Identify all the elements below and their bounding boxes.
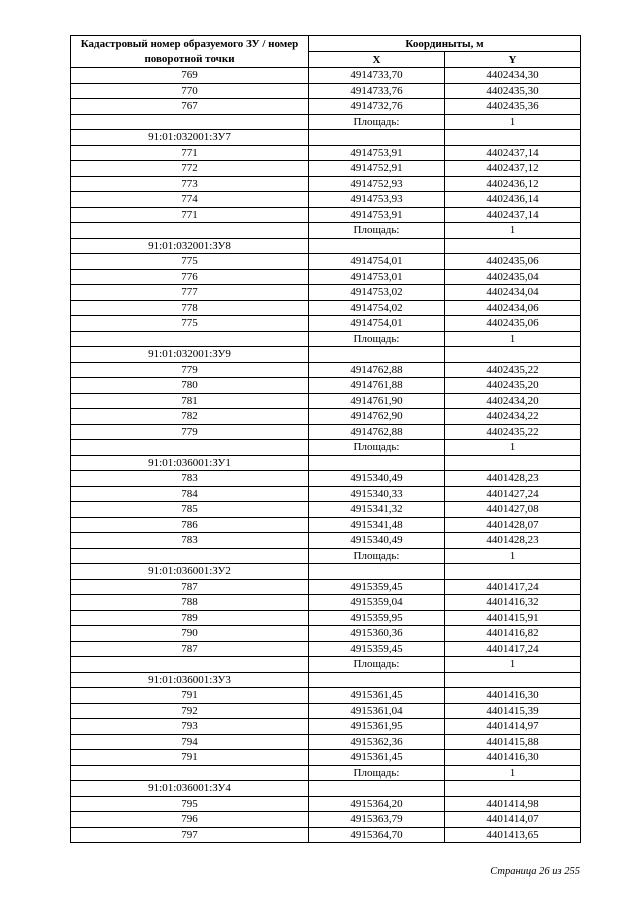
point-number: 796: [71, 812, 309, 828]
point-number: 774: [71, 192, 309, 208]
coord-x: 4915364,70: [309, 827, 445, 843]
coord-y: 4402435,04: [445, 269, 581, 285]
table-row: [71, 393, 581, 409]
coord-y: 4401417,24: [445, 641, 581, 657]
area-value: 1: [445, 223, 581, 239]
coord-x: 4914761,88: [309, 378, 445, 394]
coord-y: 4402435,22: [445, 362, 581, 378]
point-number: 769: [71, 68, 309, 84]
coord-x: 4915341,32: [309, 502, 445, 518]
coord-x: 4914754,02: [309, 300, 445, 316]
area-row: [71, 223, 581, 239]
table-row: [71, 626, 581, 642]
area-row: [71, 657, 581, 673]
area-row: [71, 765, 581, 781]
coord-x: 4914733,76: [309, 83, 445, 99]
coord-y: 4401416,30: [445, 688, 581, 704]
parcel-row: [71, 238, 581, 254]
table-row: [71, 579, 581, 595]
header-parcel-point: Кадастровый номер образуемого ЗУ / номер поворотной точки: [71, 36, 309, 68]
empty-cell: [309, 781, 445, 797]
parcel-row: [71, 564, 581, 580]
point-number: 786: [71, 517, 309, 533]
page-number: Страница 26 из 255: [490, 866, 580, 877]
header-y: Y: [445, 52, 581, 68]
coord-x: 4915362,36: [309, 734, 445, 750]
coord-x: 4914732,76: [309, 99, 445, 115]
coord-y: 4402434,22: [445, 409, 581, 425]
empty-cell: [71, 114, 309, 130]
coord-y: 4402435,20: [445, 378, 581, 394]
coord-y: 4401428,07: [445, 517, 581, 533]
table-body: [71, 68, 581, 843]
empty-cell: [71, 657, 309, 673]
point-number: 783: [71, 533, 309, 549]
area-value: 1: [445, 765, 581, 781]
coord-y: 4401417,24: [445, 579, 581, 595]
table-row: [71, 192, 581, 208]
coordinates-table: [70, 35, 581, 843]
area-row: [71, 440, 581, 456]
coord-y: 4401415,39: [445, 703, 581, 719]
table-row: [71, 362, 581, 378]
table-row: [71, 285, 581, 301]
empty-cell: [71, 440, 309, 456]
point-number: 791: [71, 750, 309, 766]
coord-x: 4915359,95: [309, 610, 445, 626]
parcel-row: [71, 672, 581, 688]
coord-y: 4402437,14: [445, 207, 581, 223]
table-row: [71, 83, 581, 99]
table-row: [71, 595, 581, 611]
coord-x: 4915363,79: [309, 812, 445, 828]
coord-y: 4401427,08: [445, 502, 581, 518]
area-value: 1: [445, 548, 581, 564]
coord-y: 4401427,24: [445, 486, 581, 502]
table-row: [71, 486, 581, 502]
empty-cell: [71, 223, 309, 239]
area-row: [71, 114, 581, 130]
table-row: [71, 502, 581, 518]
area-value: 1: [445, 331, 581, 347]
table-row: [71, 827, 581, 843]
coord-x: 4915340,49: [309, 471, 445, 487]
coord-x: 4915340,33: [309, 486, 445, 502]
empty-cell: [71, 331, 309, 347]
point-number: 797: [71, 827, 309, 843]
coord-y: 4401416,32: [445, 595, 581, 611]
parcel-id: 91:01:036001:ЗУ3: [71, 672, 309, 688]
coord-y: 4402435,06: [445, 316, 581, 332]
table-row: [71, 812, 581, 828]
parcel-row: [71, 347, 581, 363]
point-number: 777: [71, 285, 309, 301]
point-number: 775: [71, 254, 309, 270]
point-number: 778: [71, 300, 309, 316]
empty-cell: [309, 130, 445, 146]
table-row: [71, 750, 581, 766]
coord-y: 4401415,91: [445, 610, 581, 626]
coord-x: 4915359,45: [309, 641, 445, 657]
area-label: Площадь:: [309, 440, 445, 456]
table-row: [71, 471, 581, 487]
point-number: 770: [71, 83, 309, 99]
table-row: [71, 641, 581, 657]
header-coordinates: Координыты, м: [309, 36, 581, 52]
coord-x: 4914754,01: [309, 316, 445, 332]
coord-x: 4915341,48: [309, 517, 445, 533]
point-number: 782: [71, 409, 309, 425]
point-number: 787: [71, 641, 309, 657]
coord-y: 4401413,65: [445, 827, 581, 843]
coord-x: 4914752,91: [309, 161, 445, 177]
coord-x: 4914753,02: [309, 285, 445, 301]
coord-y: 4402435,36: [445, 99, 581, 115]
point-number: 775: [71, 316, 309, 332]
empty-cell: [71, 765, 309, 781]
coord-x: 4914761,90: [309, 393, 445, 409]
coord-y: 4402434,06: [445, 300, 581, 316]
empty-cell: [445, 238, 581, 254]
empty-cell: [309, 455, 445, 471]
point-number: 783: [71, 471, 309, 487]
point-number: 790: [71, 626, 309, 642]
empty-cell: [445, 455, 581, 471]
parcel-id: 91:01:032001:ЗУ8: [71, 238, 309, 254]
table-row: [71, 378, 581, 394]
empty-cell: [309, 672, 445, 688]
point-number: 772: [71, 161, 309, 177]
area-value: 1: [445, 440, 581, 456]
area-value: 1: [445, 657, 581, 673]
coord-x: 4915361,95: [309, 719, 445, 735]
coord-x: 4915364,20: [309, 796, 445, 812]
point-number: 767: [71, 99, 309, 115]
coord-x: 4915359,04: [309, 595, 445, 611]
table-row: [71, 145, 581, 161]
table-row: [71, 68, 581, 84]
point-number: 781: [71, 393, 309, 409]
header-x: X: [309, 52, 445, 68]
table-row: [71, 719, 581, 735]
area-row: [71, 548, 581, 564]
table-row: [71, 703, 581, 719]
coord-y: 4401416,82: [445, 626, 581, 642]
coord-x: 4914752,93: [309, 176, 445, 192]
empty-cell: [309, 238, 445, 254]
coord-y: 4401428,23: [445, 471, 581, 487]
coord-x: 4915361,45: [309, 750, 445, 766]
coord-x: 4915361,04: [309, 703, 445, 719]
coord-y: 4402436,12: [445, 176, 581, 192]
table-row: [71, 424, 581, 440]
point-number: 785: [71, 502, 309, 518]
coord-y: 4402434,30: [445, 68, 581, 84]
area-value: 1: [445, 114, 581, 130]
coord-x: 4914754,01: [309, 254, 445, 270]
coord-y: 4402435,22: [445, 424, 581, 440]
parcel-id: 91:01:032001:ЗУ7: [71, 130, 309, 146]
coord-y: 4401414,97: [445, 719, 581, 735]
table-row: [71, 796, 581, 812]
point-number: 787: [71, 579, 309, 595]
point-number: 789: [71, 610, 309, 626]
point-number: 792: [71, 703, 309, 719]
area-label: Площадь:: [309, 765, 445, 781]
coord-x: 4914753,93: [309, 192, 445, 208]
table-row: [71, 300, 581, 316]
table-row: [71, 99, 581, 115]
coord-x: 4915360,36: [309, 626, 445, 642]
parcel-row: [71, 781, 581, 797]
area-label: Площадь:: [309, 114, 445, 130]
point-number: 771: [71, 207, 309, 223]
point-number: 773: [71, 176, 309, 192]
coord-y: 4402437,14: [445, 145, 581, 161]
table-row: [71, 207, 581, 223]
parcel-row: [71, 455, 581, 471]
table-row: [71, 409, 581, 425]
coord-y: 4401428,23: [445, 533, 581, 549]
coord-x: 4914762,88: [309, 424, 445, 440]
table-row: [71, 734, 581, 750]
coord-y: 4402435,30: [445, 83, 581, 99]
coord-y: 4402437,12: [445, 161, 581, 177]
empty-cell: [445, 130, 581, 146]
coord-x: 4915359,45: [309, 579, 445, 595]
empty-cell: [445, 564, 581, 580]
point-number: 784: [71, 486, 309, 502]
coord-y: 4401415,88: [445, 734, 581, 750]
table-row: [71, 610, 581, 626]
parcel-id: 91:01:036001:ЗУ2: [71, 564, 309, 580]
coord-y: 4402435,06: [445, 254, 581, 270]
point-number: 779: [71, 362, 309, 378]
coord-y: 4402434,20: [445, 393, 581, 409]
area-label: Площадь:: [309, 657, 445, 673]
coord-y: 4401416,30: [445, 750, 581, 766]
point-number: 776: [71, 269, 309, 285]
empty-cell: [445, 347, 581, 363]
point-number: 793: [71, 719, 309, 735]
point-number: 794: [71, 734, 309, 750]
coord-y: 4402434,04: [445, 285, 581, 301]
coord-x: 4915361,45: [309, 688, 445, 704]
coord-x: 4915340,49: [309, 533, 445, 549]
coord-x: 4914733,70: [309, 68, 445, 84]
parcel-id: 91:01:036001:ЗУ1: [71, 455, 309, 471]
table-row: [71, 254, 581, 270]
coord-x: 4914762,88: [309, 362, 445, 378]
coord-x: 4914753,91: [309, 145, 445, 161]
table-row: [71, 161, 581, 177]
coord-x: 4914753,01: [309, 269, 445, 285]
area-label: Площадь:: [309, 548, 445, 564]
parcel-row: [71, 130, 581, 146]
table-row: [71, 533, 581, 549]
coord-y: 4401414,98: [445, 796, 581, 812]
coord-x: 4914753,91: [309, 207, 445, 223]
point-number: 780: [71, 378, 309, 394]
point-number: 771: [71, 145, 309, 161]
parcel-id: 91:01:032001:ЗУ9: [71, 347, 309, 363]
table-row: [71, 269, 581, 285]
empty-cell: [445, 672, 581, 688]
table-row: [71, 176, 581, 192]
empty-cell: [309, 564, 445, 580]
empty-cell: [71, 548, 309, 564]
point-number: 788: [71, 595, 309, 611]
point-number: 779: [71, 424, 309, 440]
table-row: [71, 688, 581, 704]
coord-y: 4401414,07: [445, 812, 581, 828]
coord-x: 4914762,90: [309, 409, 445, 425]
point-number: 791: [71, 688, 309, 704]
table-row: [71, 517, 581, 533]
area-row: [71, 331, 581, 347]
area-label: Площадь:: [309, 223, 445, 239]
table-row: [71, 316, 581, 332]
coord-y: 4402436,14: [445, 192, 581, 208]
empty-cell: [445, 781, 581, 797]
point-number: 795: [71, 796, 309, 812]
area-label: Площадь:: [309, 331, 445, 347]
empty-cell: [309, 347, 445, 363]
parcel-id: 91:01:036001:ЗУ4: [71, 781, 309, 797]
